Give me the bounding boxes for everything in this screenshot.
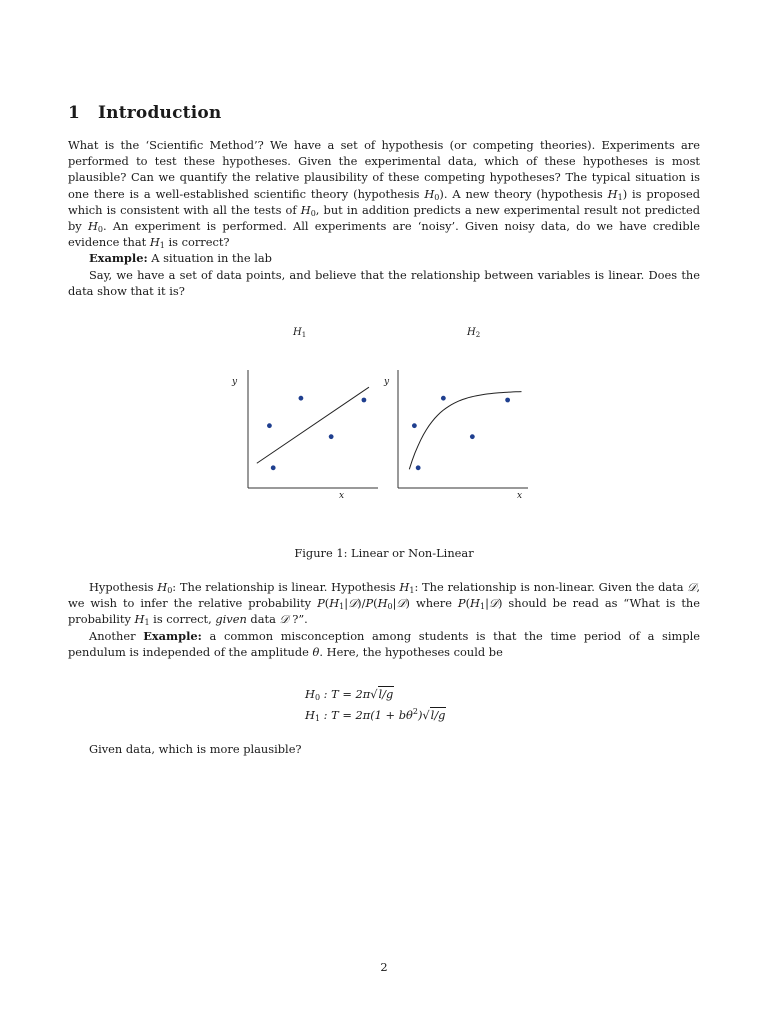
figure-plots: [220, 318, 550, 508]
para-text: , we wish to infer the relative probability: [68, 580, 700, 611]
probability-symbol: P: [365, 596, 374, 611]
left-data-point-3: [299, 396, 304, 401]
eq-lhs: H: [305, 687, 315, 701]
figure-linear-vs-nonlinear: [220, 318, 550, 508]
probability-ratio: P: [317, 596, 325, 611]
left-panel-title: $H_1$: [293, 327, 307, 339]
math-symbol: 𝒟: [488, 596, 498, 611]
probability-open: (: [373, 596, 378, 611]
intro-text: , but in addition predicts a new experimental result not predicted by: [68, 202, 700, 234]
equations-block: [305, 686, 446, 724]
right-nonlinear-fit-curve: [409, 392, 521, 470]
math-subscript: 1: [144, 618, 150, 628]
math-symbol: H: [134, 612, 145, 627]
math-subscript: 0: [387, 602, 393, 612]
math-subscript: 1: [159, 241, 165, 251]
math-symbol: H: [470, 596, 480, 611]
left-linear-fit-line: [257, 387, 369, 463]
intro-paragraph-1: [68, 137, 700, 250]
para-text: should be read as “What is the probability: [68, 596, 700, 627]
intro-paragraphs: [68, 137, 700, 299]
math-symbol: θ: [312, 644, 320, 659]
para-text: is correct,: [149, 612, 216, 627]
math-subscript: 0: [434, 192, 440, 202]
math-symbol: H: [399, 580, 410, 594]
emphasis-given: given: [215, 612, 247, 627]
left-data-point-1: [271, 465, 276, 470]
probability-ratio-mid: )/: [357, 596, 366, 611]
example-label: Example:: [143, 628, 202, 643]
hypothesis-paragraph-2: [68, 628, 700, 660]
math-subscript: 1: [409, 586, 415, 595]
probability-ratio-open: (: [324, 596, 330, 611]
equation-h0: [305, 686, 446, 703]
sqrt-sign: √: [370, 687, 378, 701]
closing-question: Given data, which is more plausible?: [89, 742, 302, 756]
eq-body: ): [417, 707, 423, 722]
section-title-text: Introduction: [98, 103, 222, 123]
para-text: a common misconception among students is that the time period of a simple pendulum is independed of the amplitude: [68, 628, 701, 659]
right-y-axis-label: y: [384, 377, 390, 387]
intro-text: What is the ‘Scientific Method’? We have a set of hypothesis (or competing theories). Experiments are performed to test these hypotheses. Given the experimental data, which of these hypotheses is most plausible? Can we quantify the relative plausibility of these competing hypotheses? The typical situation is one there is a well-established scientific theory (hypothesis: [68, 138, 700, 201]
eq-lhs: H: [305, 707, 315, 722]
math-symbol: H: [329, 596, 340, 611]
probability-symbol: P: [457, 596, 466, 611]
right-panel-marks: [409, 392, 521, 471]
intro-text: ). A new theory (hypothesis: [439, 186, 608, 201]
math-symbol: H: [377, 596, 388, 611]
probability-close: ): [405, 596, 410, 611]
para-text: data: [246, 612, 280, 627]
sqrt-sign: √: [422, 707, 430, 722]
para-text: Another: [89, 628, 144, 643]
math-subscript: 1: [617, 192, 623, 202]
left-panel-marks: [257, 387, 369, 470]
intro-paragraph-2: [68, 250, 700, 266]
eq-superscript: 2: [412, 707, 418, 716]
math-symbol: H: [149, 235, 160, 250]
para-text: Hypothesis: [89, 580, 158, 594]
right-data-point-3: [441, 396, 446, 401]
math-symbol: H: [87, 219, 98, 234]
intro-text: is correct?: [164, 235, 230, 250]
right-data-point-2: [412, 423, 417, 428]
probability-close: ): [498, 596, 503, 611]
hypothesis-paragraph-1: [68, 579, 700, 628]
para-text: : The relationship is linear. Hypothesis: [172, 580, 400, 594]
math-symbol: 𝒟: [396, 596, 406, 611]
right-data-point-1: [416, 465, 421, 470]
math-subscript: 0: [97, 225, 103, 235]
probability-bar: |: [485, 596, 489, 611]
left-data-point-2: [267, 423, 272, 428]
math-symbol: 𝒟: [687, 580, 697, 594]
eq-radicand: l/g: [430, 707, 446, 722]
math-subscript: 1: [339, 602, 345, 612]
para-text: where: [410, 596, 458, 611]
left-y-axis-label: y: [232, 377, 238, 387]
eq-radicand: l/g: [378, 687, 394, 701]
math-symbol: H: [157, 580, 168, 594]
page-number: 2: [380, 960, 388, 974]
left-x-axis-label: x: [339, 491, 345, 501]
figure-caption: Figure 1: Linear or Non-Linear: [294, 546, 474, 560]
left-data-point-4: [329, 434, 334, 439]
intro-paragraph-3: Say, we have a set of data points, and believe that the relationship between variables is linear. Does the data show that it is?: [68, 267, 700, 298]
math-symbol: H: [424, 186, 435, 201]
math-symbol: 𝒟: [279, 612, 289, 627]
para-text: : The relationship is non-linear. Given the data: [414, 580, 688, 594]
equation-h1: [305, 703, 446, 724]
intro-text: . An experiment is performed. All experiments are ‘noisy’. Given noisy data, do we have credible evidence that: [68, 219, 700, 250]
left-data-point-5: [362, 398, 367, 403]
eq-body: : T = 2π(1 + bθ: [320, 707, 413, 722]
math-subscript: 0: [310, 208, 316, 218]
right-x-axis-label: x: [517, 491, 523, 501]
intro-text: ) is proposed which is consistent with all the tests of: [68, 186, 701, 217]
section-number: 1: [68, 103, 81, 123]
probability-bar: |: [392, 596, 397, 611]
probability-bar: |: [344, 596, 349, 611]
example-label: Example:: [89, 251, 148, 266]
para-text: ?”.: [288, 612, 308, 627]
hypothesis-paragraphs: [68, 579, 700, 660]
math-symbol: H: [300, 202, 311, 217]
para-text: . Here, the hypotheses could be: [319, 644, 503, 659]
right-data-point-4: [470, 434, 475, 439]
example-text: A situation in the lab: [147, 251, 272, 266]
math-subscript: 0: [167, 586, 173, 595]
section-heading: [68, 103, 221, 123]
math-subscript: 1: [479, 602, 486, 612]
math-symbol: 𝒟: [348, 596, 358, 611]
eq-subscript: 1: [314, 713, 321, 723]
right-panel-title: $H_2$: [467, 327, 481, 339]
right-data-point-5: [505, 398, 510, 403]
probability-open: (: [465, 596, 471, 611]
math-symbol: H: [607, 186, 618, 201]
eq-body: : T = 2π: [320, 687, 371, 701]
eq-subscript: 0: [314, 693, 321, 702]
